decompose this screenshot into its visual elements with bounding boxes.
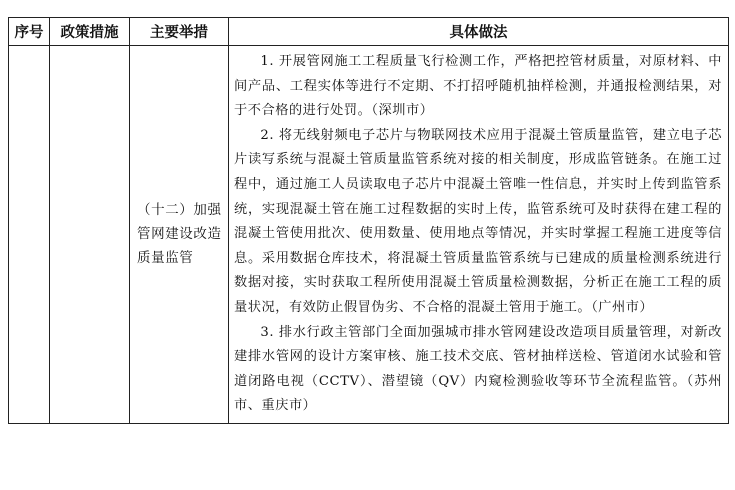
cell-measure: （十二）加强管网建设改造质量监管 [130,46,229,424]
cell-details [229,46,729,424]
cell-index [9,46,50,424]
header-row [9,18,729,46]
table-row [9,46,729,424]
detail-paragraph-1: 1. 开展管网施工工程质量飞行检测工作，严格把控管材质量，对原材料、中间产品、工程实体等进行不定期、不打招呼随机抽样检测，并通报检测结果，对于不合格的进行处罚。（深圳市） [234,54,722,119]
policy-table-container [8,17,729,424]
header-policy: 政策措施 [50,18,130,46]
cell-policy [50,46,130,424]
detail-paragraph-3: 3. 排水行政主管部门全面加强城市排水管网建设改造项目质量管理，对新改建排水管网的设计方案审核、施工技术交底、管材抽样送检、管道闭水试验和管道闭路电视（CCTV）、潜望镜（QV）内窥检测验收等环节全流程监管。（苏州市、重庆市） [234,324,722,414]
header-measure: 主要举措 [130,18,229,46]
header-index: 序号 [9,18,50,46]
detail-paragraph-2: 2. 将无线射频电子芯片与物联网技术应用于混凝土管质量监管，建立电子芯片读写系统与混凝土管质量监管系统对接的相关制度，形成监管链条。在施工过程中，通过施工人员读取电子芯片中混凝土管唯一性信息，并实时上传到监管系统，实现混凝土管在施工过程数据的实时上传，监管系统可及时获得在建工程的混凝土管使用批次、使用数量、使用地点等情况，并实时掌握工程施工进度等信息。采用数据仓库技术，将混凝土管质量监管系统与已建成的质量检测系统进行数据对接，实时获取工程所使用混凝土管质量检测数据，分析正在施工工程的质量状况，有效防止假冒伪劣、不合格的混凝土管用于施工。（广州市） [234,127,722,315]
header-details: 具体做法 [229,18,729,46]
policy-table [8,17,729,424]
